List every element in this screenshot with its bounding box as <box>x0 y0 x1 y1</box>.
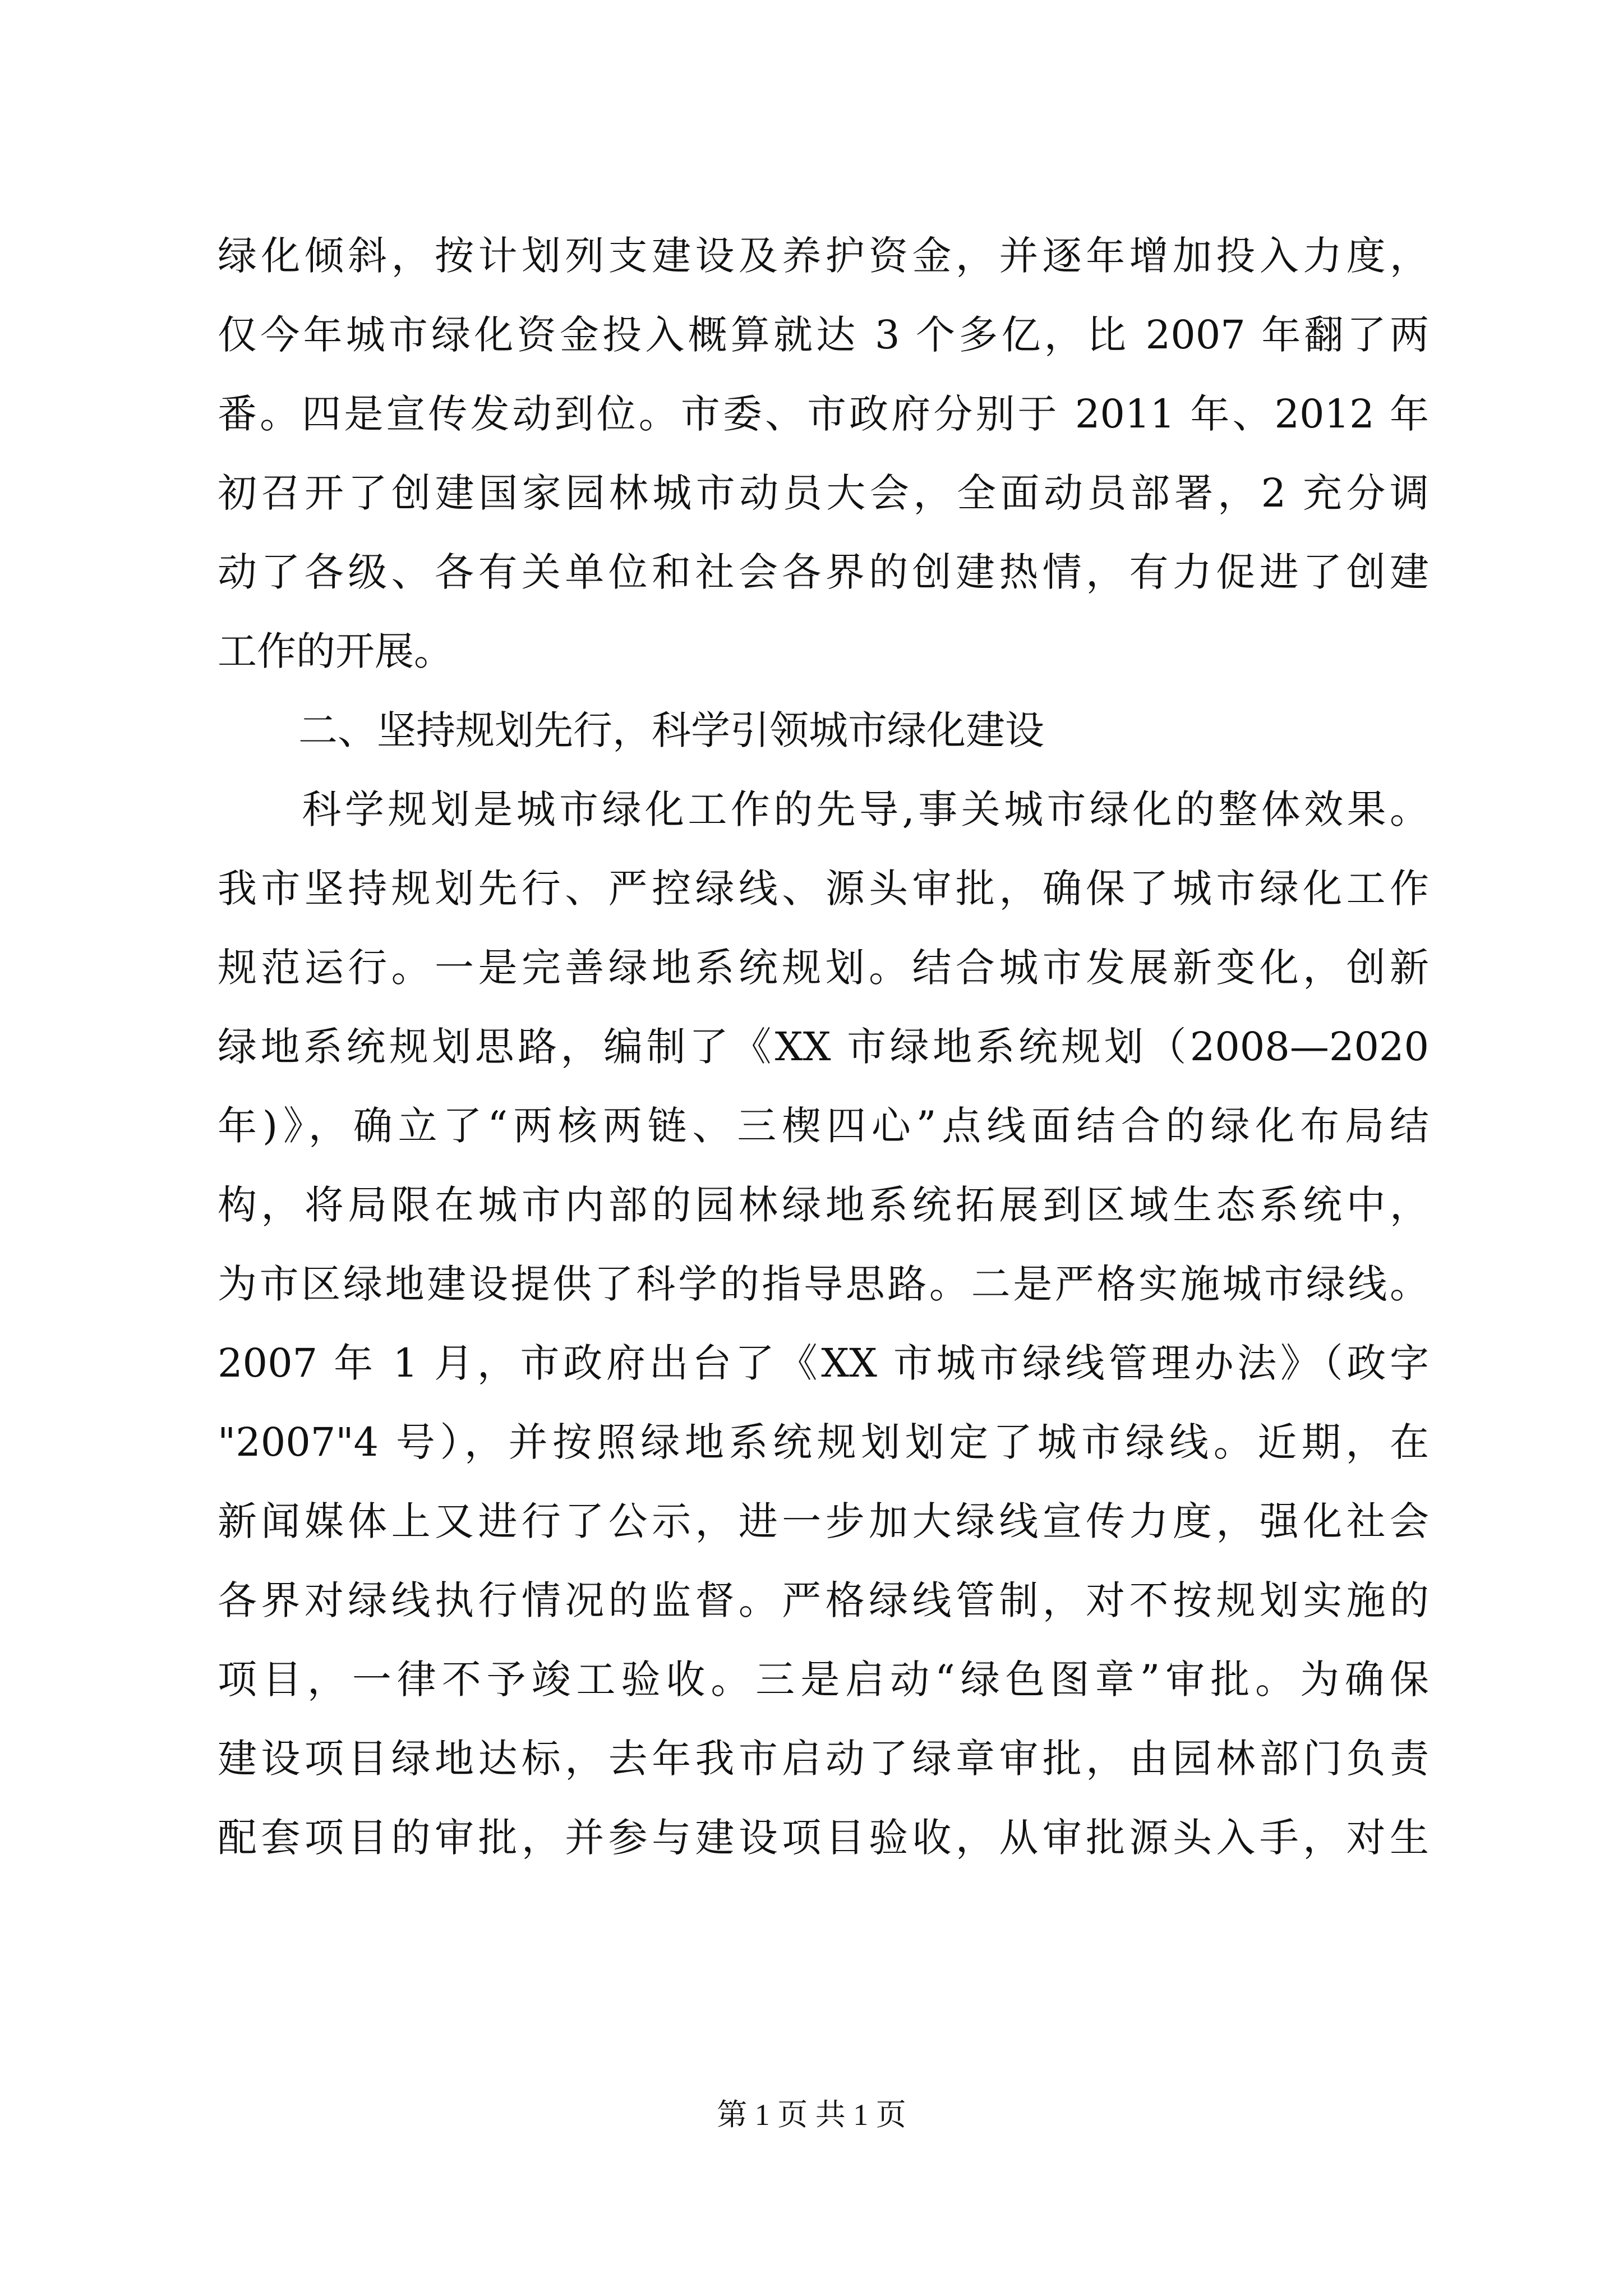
text-line-10: 规范运行。一是完善绿地系统规划。结合城市发展新变化，创新 <box>218 945 1429 991</box>
text-line-16: "2007"4 号），并按照绿地系统规划划定了城市绿线。近期，在 <box>218 1419 1429 1465</box>
text-line-14: 为市区绿地建设提供了科学的指导思路。二是严格实施城市绿线。 <box>218 1261 1429 1307</box>
text-line-20: 建设项目绿地达标，去年我市启动了绿章审批，由园林部门负责 <box>218 1736 1429 1782</box>
text-line-4: 初召开了创建国家园林城市动员大会，全面动员部署，2 充分调 <box>218 470 1429 516</box>
text-line-3: 番。四是宣传发动到位。市委、市政府分别于 2011 年、2012 年 <box>218 391 1429 437</box>
text-line-13: 构，将局限在城市内部的园林绿地系统拓展到区域生态系统中， <box>218 1182 1429 1228</box>
text-line-18: 各界对绿线执行情况的监督。严格绿线管制，对不按规划实施的 <box>218 1577 1429 1623</box>
text-line-2: 仅今年城市绿化资金投入概算就达 3 个多亿，比 2007 年翻了两 <box>218 312 1429 358</box>
page-footer <box>0 2092 1623 2137</box>
text-line-21: 配套项目的审批，并参与建设项目验收，从审批源头入手，对生 <box>218 1815 1429 1861</box>
paragraph-start-text: 科学规划是城市绿化工作的先导,事关城市绿化的整体效果。 <box>298 786 1429 832</box>
section-heading <box>218 691 1429 770</box>
text-line-5: 动了各级、各有关单位和社会各界的创建热情，有力促进了创建 <box>218 549 1429 595</box>
page-number-label: 第 1 页 共 1 页 <box>717 2098 906 2132</box>
text-line-15: 2007 年 1 月，市政府出台了《XX 市城市绿线管理办法》（政字 <box>218 1340 1429 1386</box>
document-body <box>218 217 1429 1878</box>
text-line-1: 绿化倾斜，按计划列支建设及养护资金，并逐年增加投入力度， <box>218 233 1429 279</box>
text-line-11: 绿地系统规划思路，编制了《XX 市绿地系统规划（2008—2020 <box>218 1024 1429 1070</box>
text-line-17: 新闻媒体上又进行了公示，进一步加大绿线宣传力度，强化社会 <box>218 1498 1429 1544</box>
text-line-6: 工作的开展。 <box>218 628 453 674</box>
text-line-19: 项目，一律不予竣工验收。三是启动“绿色图章”审批。为确保 <box>218 1657 1429 1703</box>
text-line-9: 我市坚持规划先行、严控绿线、源头审批，确保了城市绿化工作 <box>218 866 1429 912</box>
text-line-12: 年)》，确立了“两核两链、三楔四心”点线面结合的绿化布局结 <box>218 1103 1429 1149</box>
section-heading-text: 二、坚持规划先行，科学引领城市绿化建设 <box>298 707 1044 753</box>
text-line-8 <box>218 770 1429 849</box>
